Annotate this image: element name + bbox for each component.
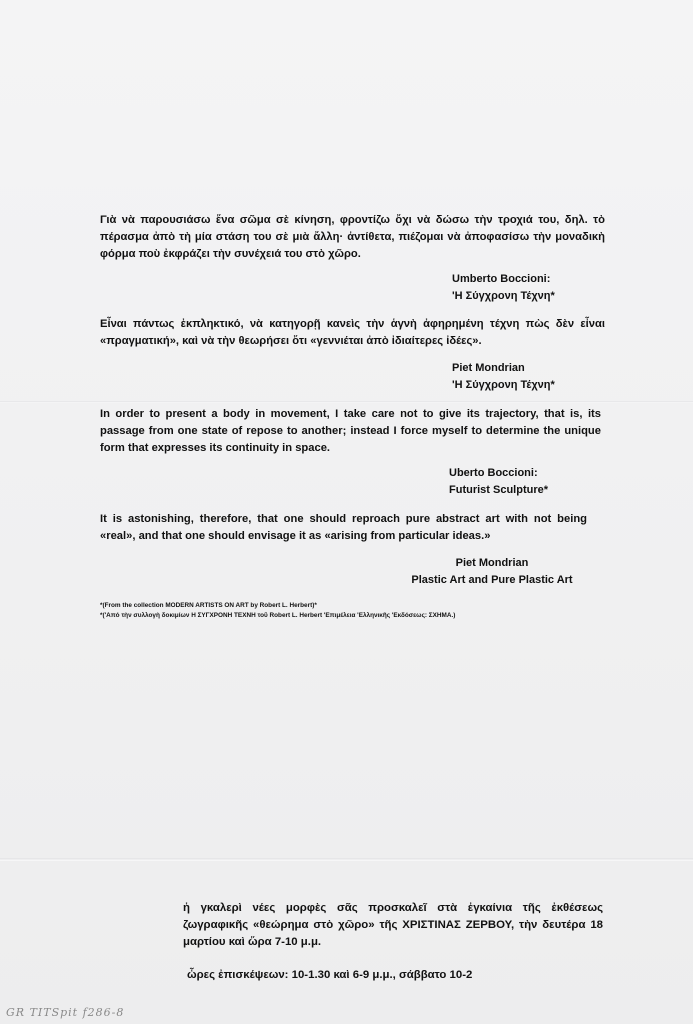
footnote-greek: *('Από τὴν συλλογὴ δοκιμίων Η ΣΥΓΧΡΟΝΗ ΤΕΧΝΗ τοῦ Robert L. Herbert 'Επιμέλεια 'Ελληνικῆς 'Εκδόσεως: ΣΧΗΜΑ.) xyxy=(100,612,456,619)
author-name: Piet Mondrian xyxy=(455,557,529,569)
attribution-mondrian-english xyxy=(397,555,587,589)
author-name: Umberto Boccioni: xyxy=(452,273,551,285)
quote-boccioni-greek xyxy=(100,212,605,263)
source-title: Futurist Sculpture* xyxy=(449,484,549,496)
source-title: 'Η Σύγχρονη Τέχνη* xyxy=(452,290,555,302)
archive-mark: GR TITSpit f286-8 xyxy=(6,1006,125,1019)
source-title: Plastic Art and Pure Plastic Art xyxy=(411,574,573,586)
quote-text: Εἶναι πάντως ἐκπληκτικό, νὰ κατηγορῇ κανεὶς τὴν ἁγνὴ ἀφηρημένη τέχνη πὼς δὲν εἶναι «πραγματική», καὶ νὰ τὴν θεωρήσει ὅτι «γεννιέται ἀπὸ ἰδιαίτερες ἰδέες». xyxy=(100,318,605,347)
quote-mondrian-english xyxy=(100,511,587,545)
fold-line xyxy=(0,858,693,861)
quote-text: In order to present a body in movement, I take care not to give its trajectory, that is, its passage from one state of repose to another; instead I force myself to determine the unique form that expresses its continuity in space. xyxy=(100,408,601,454)
quote-text: Γιὰ νὰ παρουσιάσω ἕνα σῶμα σὲ κίνηση, φροντίζω ὄχι νὰ δώσω τὴν τροχιά του, δηλ. τὸ πέρασμα ἀπὸ τὴ μία στάση του σὲ μιὰ ἄλλη· ἀντίθετα, πιέζομαι νὰ ἀποφασίσω τὴν μοναδικὴ φόρμα ποὺ ἐκφράζει τὴν συνέχειά του στὸ χῶρο. xyxy=(100,214,605,260)
quote-text: It is astonishing, therefore, that one should reproach pure abstract art with not being «real», and that one should envisage it as «arising from particular ideas.» xyxy=(100,513,587,542)
invitation-text xyxy=(183,900,603,951)
attribution-boccioni-greek xyxy=(452,271,555,305)
invitation-paragraph: ἡ γκαλερὶ νέες μορφὲς σᾶς προσκαλεῖ στὰ ἐγκαίνια τῆς ἐκθέσεως ζωγραφικῆς «θεώρημα στὸ χῶρο» τῆς ΧΡΙΣΤΙΝΑΣ ΖΕΡΒΟΥ, τὴν δευτέρα 18 μαρτίου καὶ ὥρα 7-10 μ.μ. xyxy=(183,902,603,948)
quote-boccioni-english xyxy=(100,406,601,457)
fold-line xyxy=(0,401,693,403)
visiting-hours: ὧρες ἐπισκέψεων: 10-1.30 καὶ 6-9 μ.μ., σάββατο 10-2 xyxy=(187,969,473,981)
quote-mondrian-greek xyxy=(100,316,605,350)
footnote-english: *(From the collection MODERN ARTISTS ON ART by Robert L. Herbert)* xyxy=(100,602,317,609)
attribution-mondrian-greek xyxy=(452,360,555,394)
author-name: Piet Mondrian xyxy=(452,362,525,374)
attribution-boccioni-english xyxy=(449,465,548,499)
source-title: 'Η Σύγχρονη Τέχνη* xyxy=(452,379,555,391)
author-name: Uberto Boccioni: xyxy=(449,467,538,479)
